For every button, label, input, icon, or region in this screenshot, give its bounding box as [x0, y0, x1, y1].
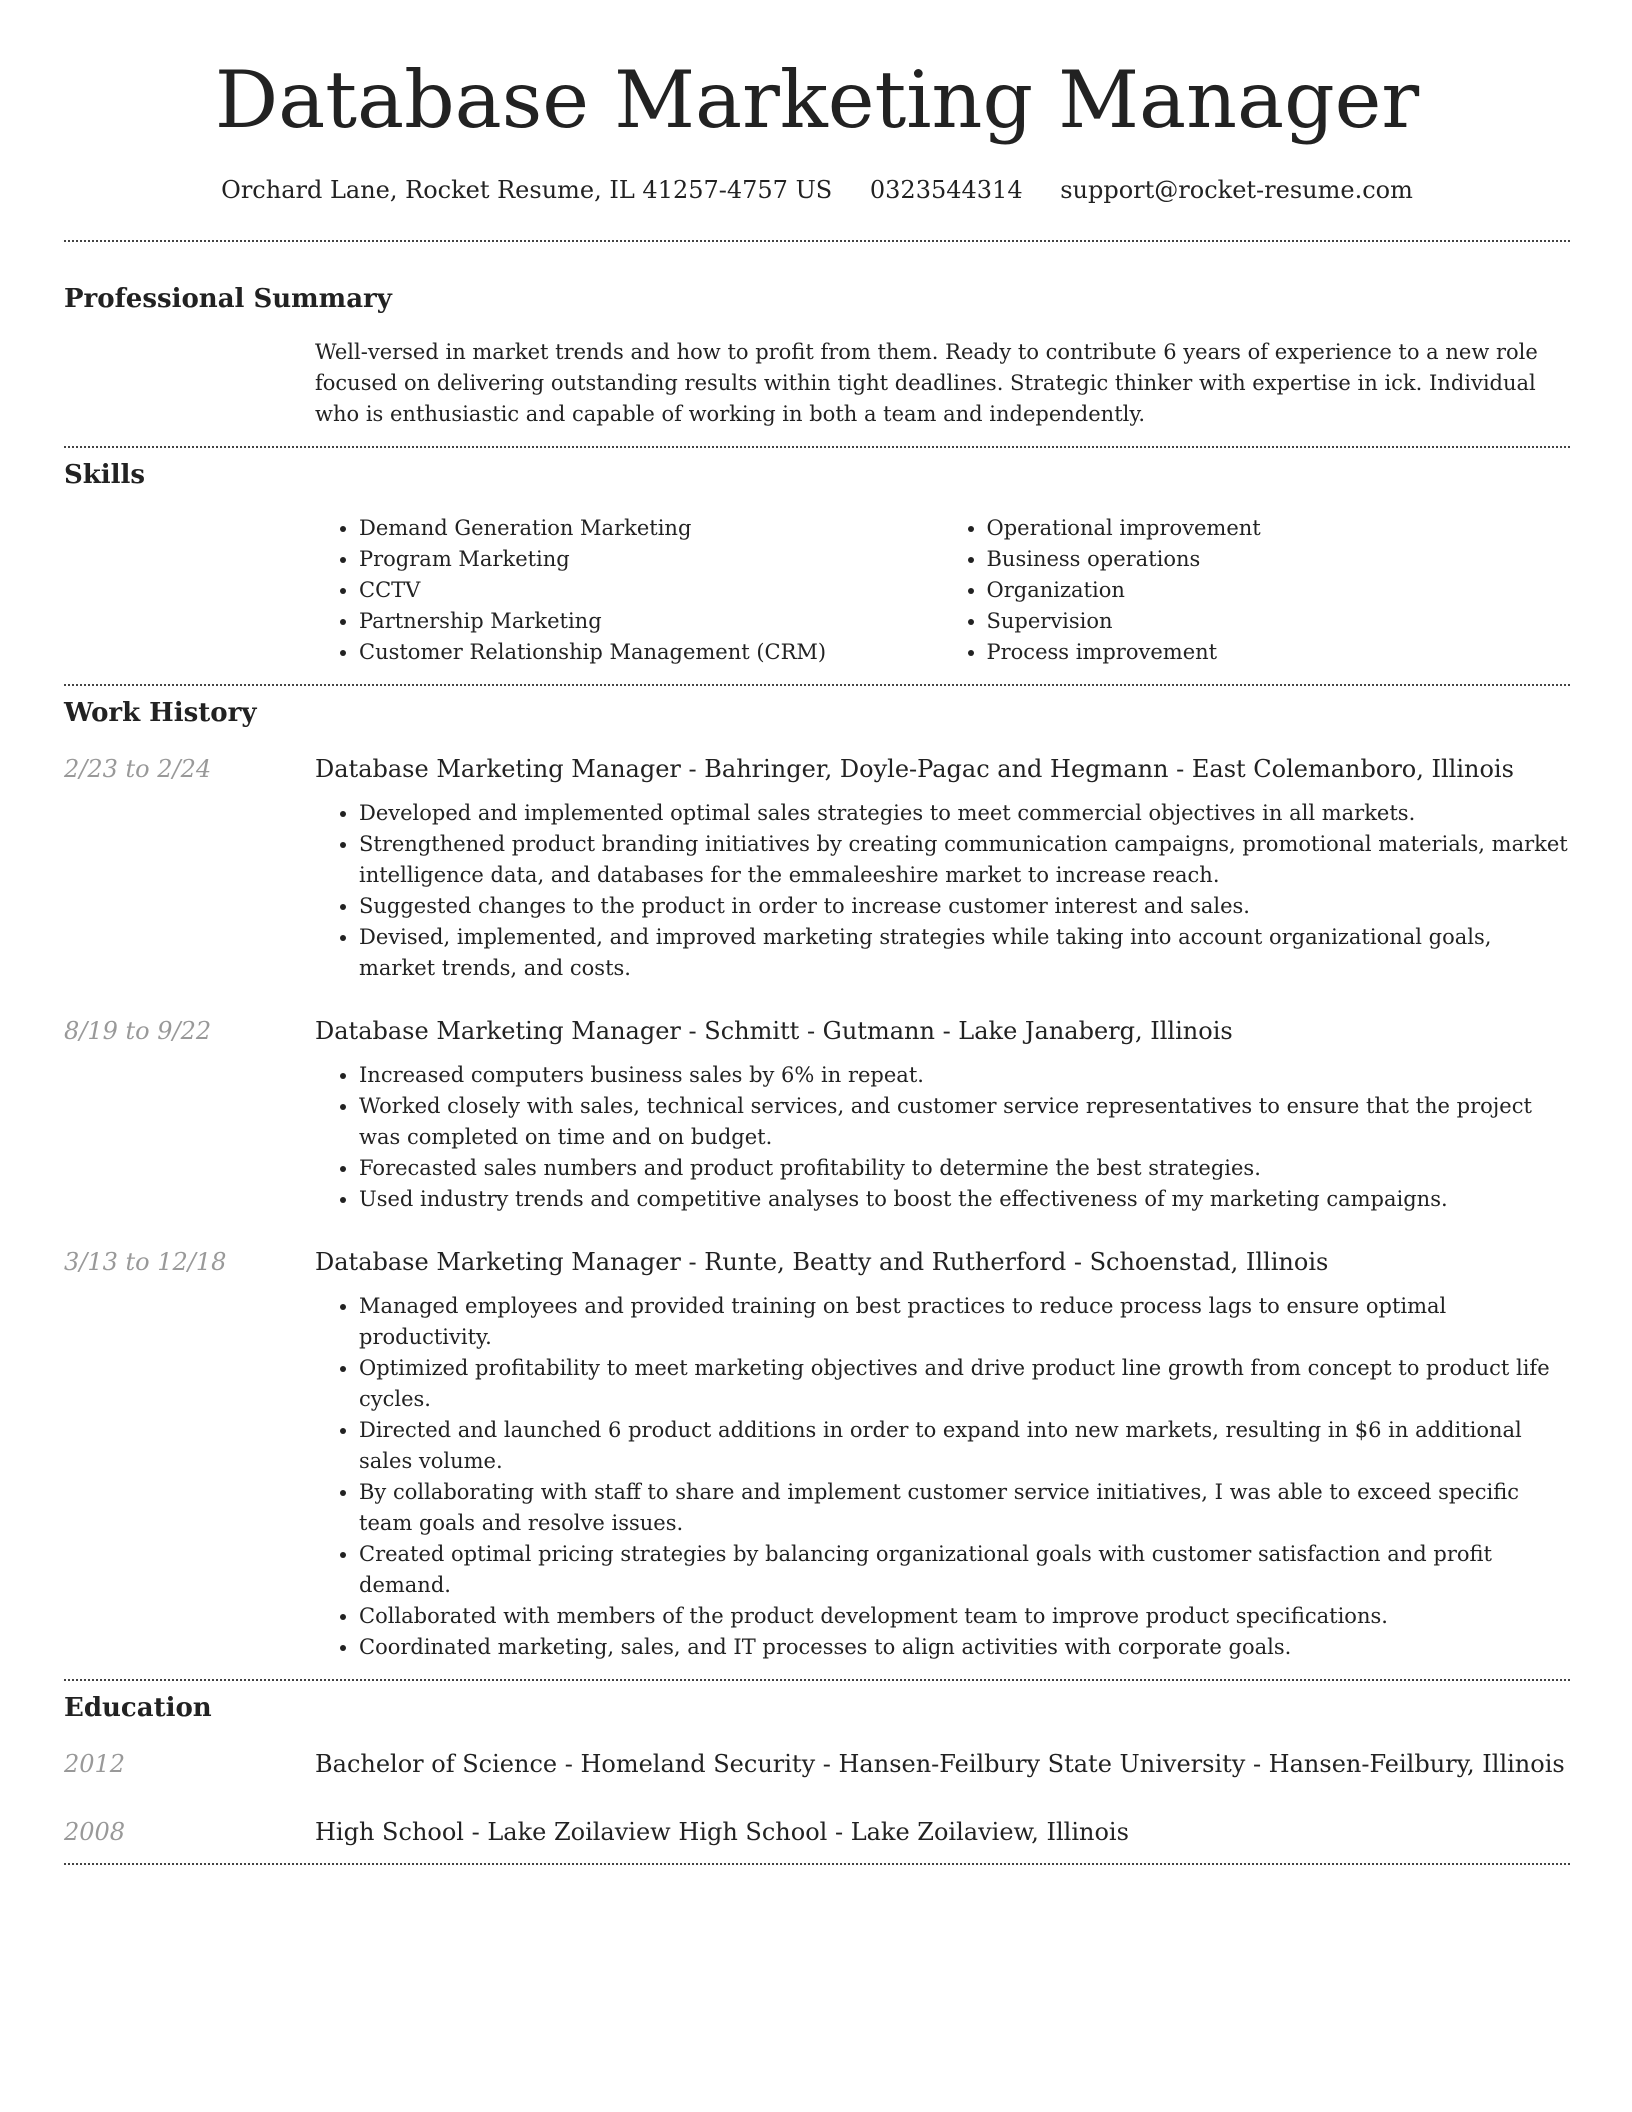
- divider: [64, 240, 1570, 242]
- job-bullet: • Worked closely with sales, technical services, and customer service representatives to ensure that the project was completed on time and on budget.: [359, 1091, 1570, 1153]
- education-entry: [64, 1815, 1570, 1849]
- education-detail: High School - Lake Zoilaview High School - Lake Zoilaview, Illinois: [315, 1818, 1129, 1846]
- job-entry: [64, 752, 1570, 984]
- job-bullet: • Used industry trends and competitive analyses to boost the effectiveness of my marketing campaigns.: [359, 1184, 1570, 1215]
- skill-item: • Program Marketing: [359, 544, 943, 575]
- job-bullet: • Directed and launched 6 product additions in order to expand into new markets, resulting in $6 in additional sales volume.: [359, 1415, 1570, 1477]
- job-bullet: • Strengthened product branding initiatives by creating communication campaigns, promotional materials, market intelligence data, and databases for the emmaleeshire market to increase reach.: [359, 829, 1570, 891]
- skill-item: • Supervision: [987, 606, 1571, 637]
- resume-page: [64, 0, 1570, 1865]
- skill-item: • CCTV: [359, 575, 943, 606]
- job-bullet: • Suggested changes to the product in order to increase customer interest and sales.: [359, 891, 1570, 922]
- job-heading: Database Marketing Manager - Schmitt - Gutmann - Lake Janaberg, Illinois: [315, 1017, 1233, 1045]
- divider: [64, 684, 1570, 686]
- summary-text: Well-versed in market trends and how to profit from them. Ready to contribute 6 years of experience to a new role focused on delivering outstanding results within tight deadlines. Strategic thinker with expertise in ick. Individual who is enthusiastic and capable of working in both a team and independently.: [315, 340, 1538, 426]
- job-heading: Database Marketing Manager - Bahringer, Doyle-Pagac and Hegmann - East Colemanboro, Illinois: [315, 755, 1514, 783]
- job-bullets: [315, 798, 1570, 984]
- job-dates: 2/23 to 2/24: [64, 755, 212, 783]
- divider: [64, 1863, 1570, 1865]
- job-bullet: • Forecasted sales numbers and product profitability to determine the best strategies.: [359, 1153, 1570, 1184]
- job-bullet: • Optimized profitability to meet marketing objectives and drive product line growth from concept to product life cycles.: [359, 1353, 1570, 1415]
- job-bullets: [315, 1060, 1570, 1215]
- skills-grid: [315, 513, 1570, 668]
- job-bullet: • Increased computers business sales by 6% in repeat.: [359, 1060, 1570, 1091]
- section-title-work: Work History: [64, 698, 257, 728]
- job-bullet: • Created optimal pricing strategies by balancing organizational goals with customer satisfaction and profit demand.: [359, 1539, 1570, 1601]
- summary-section: [64, 282, 1570, 430]
- skill-item: • Operational improvement: [987, 513, 1571, 544]
- skill-item: • Process improvement: [987, 637, 1571, 668]
- education-year: 2012: [64, 1750, 126, 1778]
- phone: 0323544314: [869, 176, 1023, 204]
- work-section: [64, 696, 1570, 1663]
- job-bullet: • Devised, implemented, and improved marketing strategies while taking into account organizational goals, market trends, and costs.: [359, 922, 1570, 984]
- section-title-education: Education: [64, 1693, 212, 1723]
- job-bullet: • By collaborating with staff to share and implement customer service initiatives, I was able to exceed specific team goals and resolve issues.: [359, 1477, 1570, 1539]
- education-detail: Bachelor of Science - Homeland Security - Hansen-Feilbury State University - Hansen-Feilbury, Illinois: [315, 1750, 1565, 1778]
- divider: [64, 446, 1570, 448]
- skills-list-right: [943, 513, 1571, 668]
- job-bullet: • Collaborated with members of the product development team to improve product specifications.: [359, 1601, 1570, 1632]
- education-year: 2008: [64, 1818, 126, 1846]
- job-entry: [64, 1245, 1570, 1663]
- email: support@rocket-resume.com: [1060, 176, 1413, 204]
- job-entry: [64, 1014, 1570, 1215]
- contact-line: [64, 174, 1570, 206]
- job-dates: 8/19 to 9/22: [64, 1017, 212, 1045]
- job-bullet: • Coordinated marketing, sales, and IT processes to align activities with corporate goals.: [359, 1632, 1570, 1663]
- skill-item: • Demand Generation Marketing: [359, 513, 943, 544]
- education-entry: [64, 1747, 1570, 1781]
- candidate-name: Database Marketing Manager: [214, 54, 1420, 146]
- education-section: [64, 1691, 1570, 1849]
- job-bullet: • Developed and implemented optimal sales strategies to meet commercial objectives in all markets.: [359, 798, 1570, 829]
- job-dates: 3/13 to 12/18: [64, 1248, 227, 1276]
- skill-item: • Customer Relationship Management (CRM): [359, 637, 943, 668]
- skill-item: • Organization: [987, 575, 1571, 606]
- skill-item: • Business operations: [987, 544, 1571, 575]
- address: Orchard Lane, Rocket Resume, IL 41257-4757 US: [221, 176, 833, 204]
- skills-section: [64, 458, 1570, 668]
- job-bullets: [315, 1291, 1570, 1663]
- divider: [64, 1679, 1570, 1681]
- job-heading: Database Marketing Manager - Runte, Beatty and Rutherford - Schoenstad, Illinois: [315, 1248, 1329, 1276]
- section-title-skills: Skills: [64, 460, 146, 490]
- job-bullet: • Managed employees and provided training on best practices to reduce process lags to ensure optimal productivity.: [359, 1291, 1570, 1353]
- section-title-summary: Professional Summary: [64, 284, 392, 314]
- skills-list-left: [315, 513, 943, 668]
- skill-item: • Partnership Marketing: [359, 606, 943, 637]
